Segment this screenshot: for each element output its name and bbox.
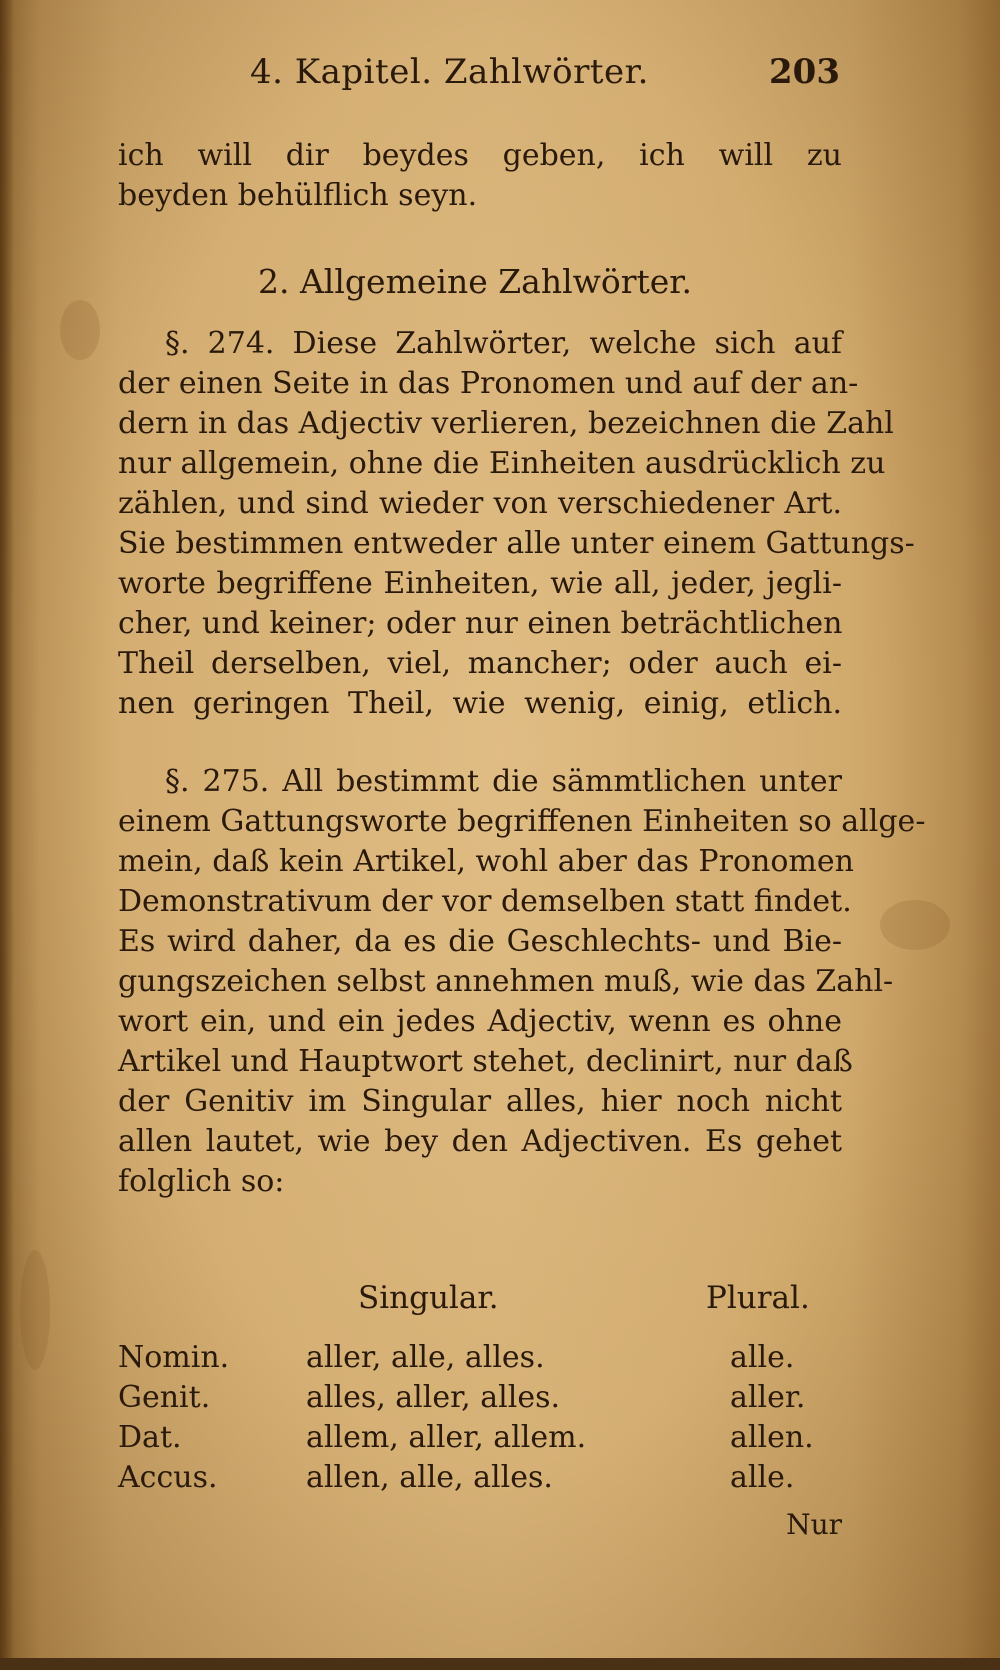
plural-form: aller. (730, 1380, 806, 1415)
singular-forms: aller, alle, alles. (306, 1340, 545, 1375)
catchword: Nur (786, 1508, 842, 1541)
paragraph-275-line: §. 275. All bestimmt die sämmtlichen unter (165, 764, 842, 799)
paragraph-275-line: einem Gattungsworte begriffenen Einheiten so allge- (118, 804, 926, 839)
case-label: Dat. (118, 1420, 182, 1455)
foxing-spot (880, 900, 950, 950)
header-singular: Singular. (358, 1280, 499, 1316)
case-label: Nomin. (118, 1340, 230, 1375)
paragraph-274-line: der einen Seite in das Pronomen und auf der an- (118, 366, 859, 401)
foxing-spot (60, 300, 100, 360)
plural-form: alle. (730, 1340, 795, 1375)
paragraph-274-line: nur allgemein, ohne die Einheiten ausdrücklich zu (118, 446, 886, 481)
paragraph-274-line: worte begriffene Einheiten, wie all, jeder, jegli- (118, 566, 842, 601)
paragraph-275-line: wort ein, und ein jedes Adjectiv, wenn es ohne (118, 1004, 842, 1039)
page-number: 203 (769, 52, 840, 92)
paragraph-275-line: Artikel und Hauptwort stehet, declinirt, nur daß (118, 1044, 853, 1079)
plural-form: alle. (730, 1460, 795, 1495)
paragraph-275-line: Demonstrativum der vor demselben statt findet. (118, 884, 852, 919)
singular-forms: alles, aller, alles. (306, 1380, 561, 1415)
paragraph-275-line: folglich so: (118, 1164, 285, 1199)
page-bottom-edge (0, 1658, 1000, 1670)
case-label: Accus. (118, 1460, 218, 1495)
intro-line: ich will dir beydes geben, ich will zu (118, 138, 842, 173)
paragraph-275-line: gungszeichen selbst annehmen muß, wie das Zahl- (118, 964, 894, 999)
section-heading: 2. Allgemeine Zahlwörter. (258, 262, 692, 301)
header-plural: Plural. (706, 1280, 810, 1316)
paragraph-275-line: mein, daß kein Artikel, wohl aber das Pronomen (118, 844, 854, 879)
paragraph-274-line: Theil derselben, viel, mancher; oder auch ei- (118, 646, 842, 681)
running-head (250, 52, 840, 102)
paragraph-275-line: Es wird daher, da es die Geschlechts- und Bie- (118, 924, 842, 959)
page-edge-shadow (0, 0, 14, 1670)
foxing-spot (20, 1250, 50, 1370)
paragraph-274-line: dern in das Adjectiv verlieren, bezeichnen die Zahl (118, 406, 894, 441)
paragraph-275-line: allen lautet, wie bey den Adjectiven. Es gehet (118, 1124, 842, 1159)
paragraph-274-line: §. 274. Diese Zahlwörter, welche sich auf (165, 326, 842, 361)
paragraph-274-line: cher, und keiner; oder nur einen beträchtlichen (118, 606, 843, 641)
case-label: Genit. (118, 1380, 211, 1415)
intro-line: beyden behülflich seyn. (118, 178, 478, 213)
paragraph-274-line: zählen, und sind wieder von verschiedener Art. (118, 486, 842, 521)
paragraph-274-line: Sie bestimmen entweder alle unter einem Gattungs- (118, 526, 915, 561)
singular-forms: allen, alle, alles. (306, 1460, 553, 1495)
paragraph-275-line: der Genitiv im Singular alles, hier noch nicht (118, 1084, 842, 1119)
running-head-title: 4. Kapitel. Zahlwörter. (250, 52, 649, 92)
plural-form: allen. (730, 1420, 814, 1455)
paragraph-274-line: nen geringen Theil, wie wenig, einig, etlich. (118, 686, 842, 721)
singular-forms: allem, aller, allem. (306, 1420, 587, 1455)
